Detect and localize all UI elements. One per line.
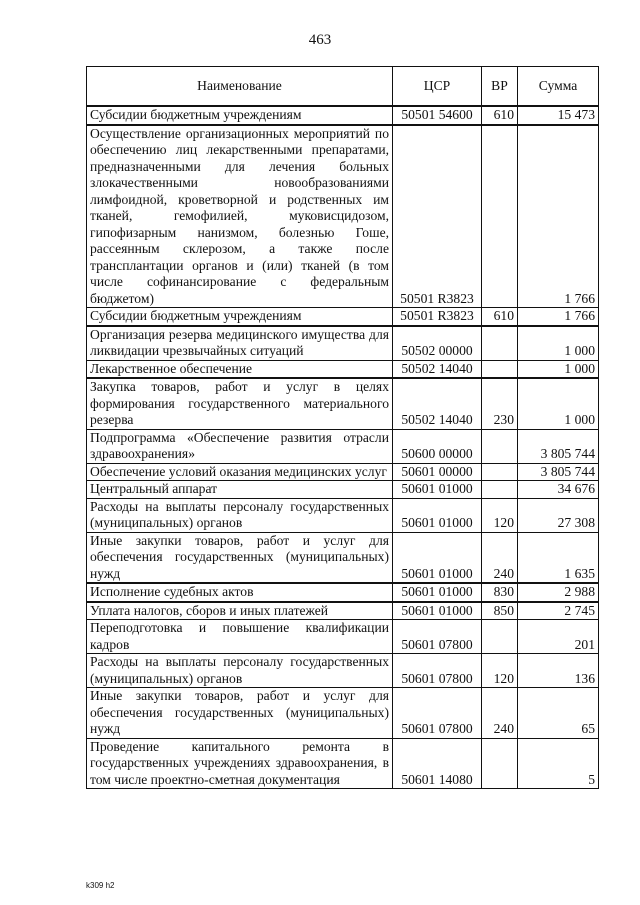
cell-vr (482, 463, 518, 481)
cell-name: Исполнение судебных актов (87, 583, 393, 602)
table-row (87, 378, 599, 429)
cell-name: Переподготовка и повышение квалификации кадров (87, 620, 393, 654)
cell-csr: 50600 00000 (393, 429, 482, 463)
table-row (87, 498, 599, 532)
cell-name: Иные закупки товаров, работ и услуг для обеспечения государственных (муниципальных) нужд (87, 532, 393, 583)
cell-sum: 1 000 (518, 378, 599, 429)
cell-csr: 50601 00000 (393, 463, 482, 481)
cell-sum: 136 (518, 654, 599, 688)
cell-csr: 50502 14040 (393, 360, 482, 378)
cell-vr (482, 620, 518, 654)
header-vr: ВР (482, 67, 518, 107)
cell-vr: 120 (482, 498, 518, 532)
cell-name: Иные закупки товаров, работ и услуг для обеспечения государственных (муниципальных) нужд (87, 688, 393, 739)
footer-code: k309 h2 (86, 881, 115, 890)
cell-sum: 27 308 (518, 498, 599, 532)
cell-name: Осуществление организационных мероприятий по обеспечению лиц лекарственными препаратами, предназначенными для лечения больных злокачественными новообразованиями лимфоидной, кроветворной и родственных им тканей, гемофилией, муковисцидозом, гипофизарным нанизмом, болезнью Гоше, рассеянным склерозом, а также после трансплантации органов и (или) тканей (в том числе софинансирование с федеральным бюджетом) (87, 125, 393, 308)
cell-csr: 50601 01000 (393, 532, 482, 583)
cell-csr: 50601 01000 (393, 583, 482, 602)
cell-name: Закупка товаров, работ и услуг в целях формирования государственного материального резерва (87, 378, 393, 429)
table-row (87, 654, 599, 688)
table-row (87, 106, 599, 125)
table-row (87, 308, 599, 326)
cell-sum: 2 988 (518, 583, 599, 602)
cell-csr: 50601 07800 (393, 654, 482, 688)
cell-csr: 50502 14040 (393, 378, 482, 429)
table-row (87, 688, 599, 739)
table-row (87, 429, 599, 463)
cell-sum: 1 766 (518, 308, 599, 326)
cell-vr (482, 125, 518, 308)
cell-name: Расходы на выплаты персоналу государственных (муниципальных) органов (87, 654, 393, 688)
cell-csr: 50501 R3823 (393, 125, 482, 308)
table-row (87, 463, 599, 481)
cell-sum: 1 766 (518, 125, 599, 308)
cell-name: Субсидии бюджетным учреждениям (87, 106, 393, 125)
cell-csr: 50601 01000 (393, 498, 482, 532)
cell-name: Лекарственное обеспечение (87, 360, 393, 378)
table-row (87, 620, 599, 654)
cell-sum: 1 635 (518, 532, 599, 583)
cell-vr: 240 (482, 688, 518, 739)
cell-vr (482, 429, 518, 463)
cell-csr: 50501 54600 (393, 106, 482, 125)
budget-table (86, 66, 599, 789)
cell-sum: 34 676 (518, 481, 599, 499)
cell-sum: 2 745 (518, 602, 599, 620)
header-name: Наименование (87, 67, 393, 107)
table-row (87, 481, 599, 499)
table-row (87, 738, 599, 789)
page-number: 463 (308, 32, 332, 48)
table-row (87, 125, 599, 308)
cell-csr: 50601 01000 (393, 481, 482, 499)
table-row (87, 360, 599, 378)
cell-vr: 830 (482, 583, 518, 602)
header-csr: ЦСР (393, 67, 482, 107)
cell-vr: 120 (482, 654, 518, 688)
table-row (87, 583, 599, 602)
table-row (87, 532, 599, 583)
cell-csr: 50601 07800 (393, 620, 482, 654)
cell-sum: 65 (518, 688, 599, 739)
cell-csr: 50601 01000 (393, 602, 482, 620)
cell-vr (482, 481, 518, 499)
cell-name: Подпрограмма «Обеспечение развития отрасли здравоохранения» (87, 429, 393, 463)
cell-sum: 15 473 (518, 106, 599, 125)
cell-name: Расходы на выплаты персоналу государственных (муниципальных) органов (87, 498, 393, 532)
cell-sum: 5 (518, 738, 599, 789)
header-sum: Сумма (518, 67, 599, 107)
cell-vr: 850 (482, 602, 518, 620)
cell-csr: 50601 14080 (393, 738, 482, 789)
cell-csr: 50502 00000 (393, 326, 482, 361)
cell-csr: 50501 R3823 (393, 308, 482, 326)
table-row (87, 602, 599, 620)
cell-name: Субсидии бюджетным учреждениям (87, 308, 393, 326)
cell-vr: 610 (482, 106, 518, 125)
cell-sum: 3 805 744 (518, 429, 599, 463)
cell-vr (482, 738, 518, 789)
table-row (87, 326, 599, 361)
cell-name: Проведение капитального ремонта в государственных учреждениях здравоохранения, в том числе проектно-сметная документация (87, 738, 393, 789)
cell-name: Обеспечение условий оказания медицинских услуг (87, 463, 393, 481)
table-header-row (87, 67, 599, 107)
cell-vr: 240 (482, 532, 518, 583)
cell-csr: 50601 07800 (393, 688, 482, 739)
cell-vr: 230 (482, 378, 518, 429)
cell-name: Уплата налогов, сборов и иных платежей (87, 602, 393, 620)
cell-sum: 1 000 (518, 360, 599, 378)
cell-vr (482, 326, 518, 361)
cell-vr (482, 360, 518, 378)
cell-name: Организация резерва медицинского имущества для ликвидации чрезвычайных ситуаций (87, 326, 393, 361)
cell-name: Центральный аппарат (87, 481, 393, 499)
cell-vr: 610 (482, 308, 518, 326)
cell-sum: 3 805 744 (518, 463, 599, 481)
cell-sum: 201 (518, 620, 599, 654)
cell-sum: 1 000 (518, 326, 599, 361)
